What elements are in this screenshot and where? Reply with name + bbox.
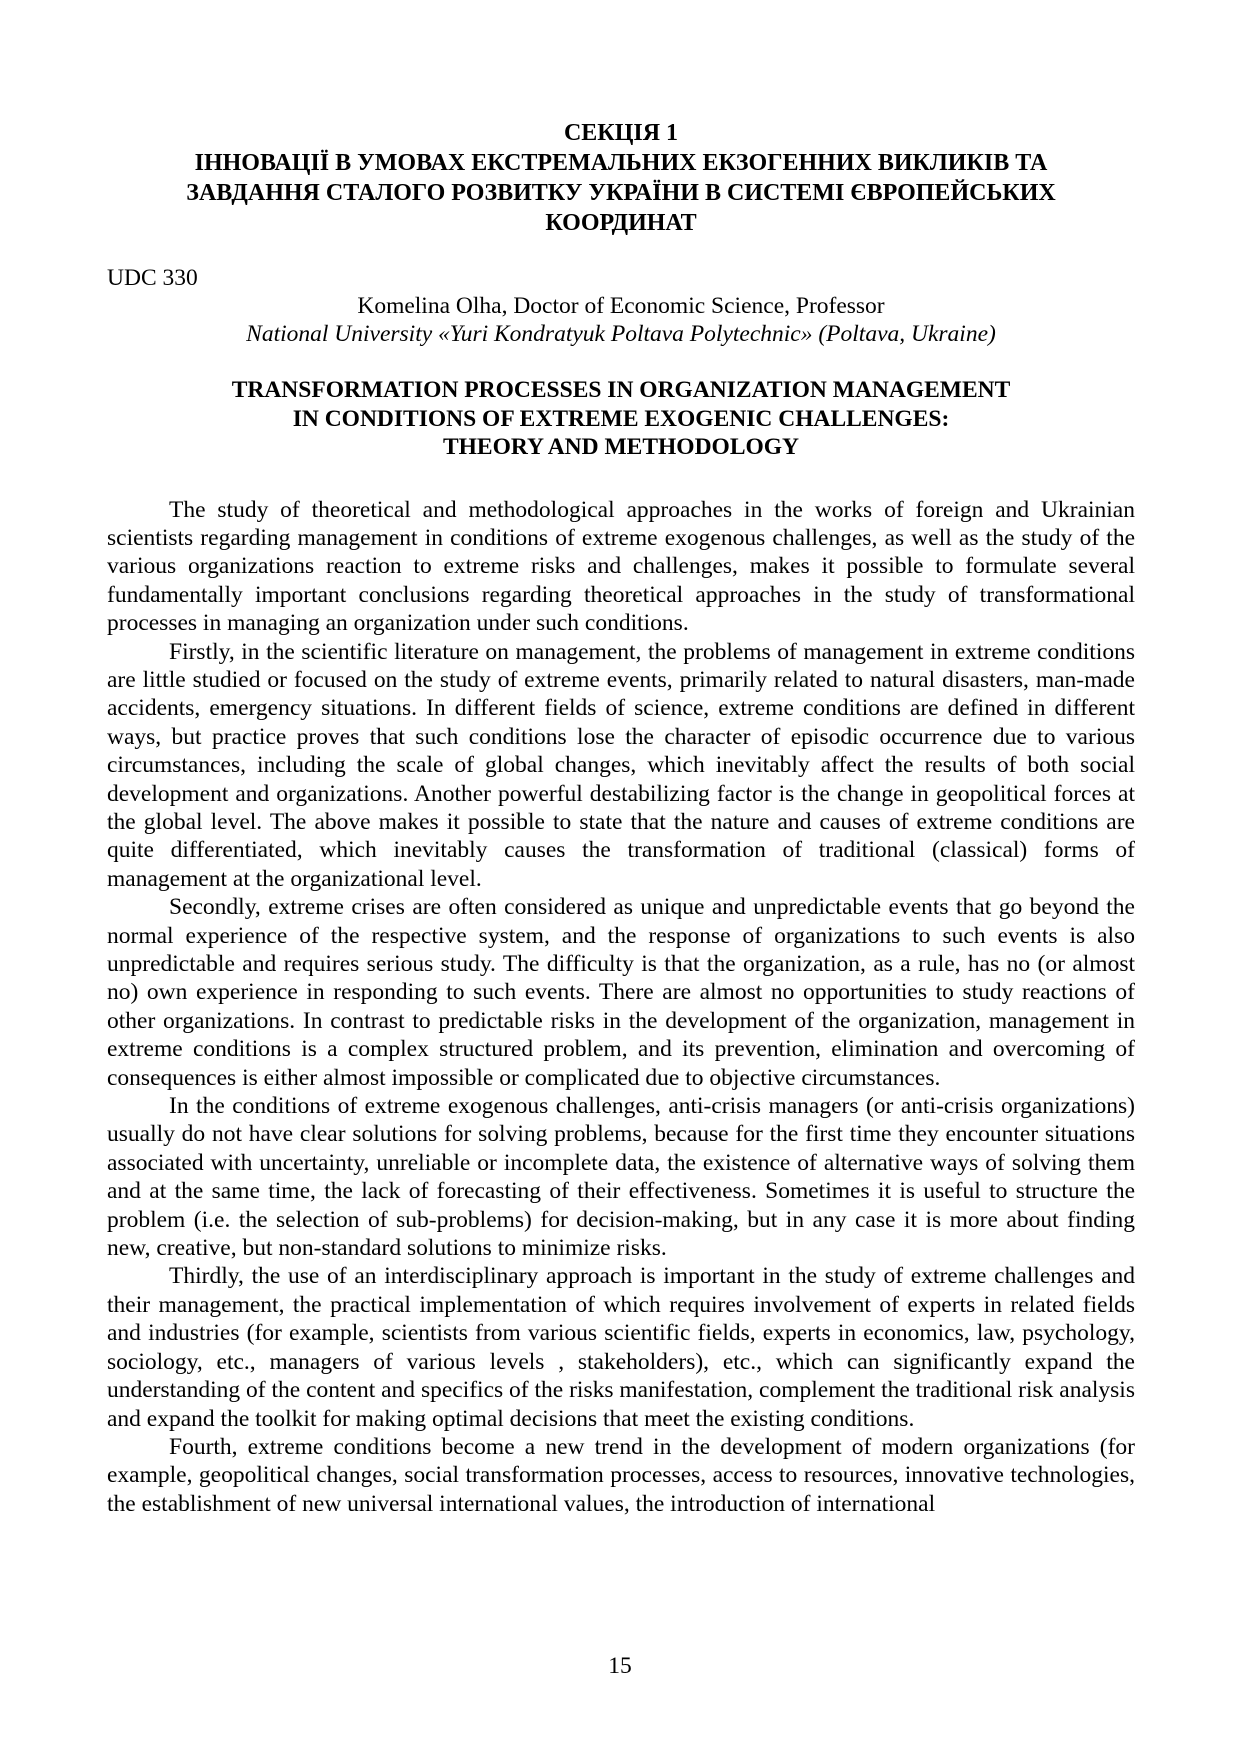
author-name: Komelina Olha, Doctor of Economic Science, Professor [357,293,885,319]
article-body [107,496,1135,1519]
paper-title-line: THEORY AND METHODOLOGY [442,434,800,460]
paper-title-line: IN CONDITIONS OF EXTREME EXOGENIC CHALLENGES: [292,405,950,432]
paper-title-line: TRANSFORMATION PROCESSES IN ORGANIZATION MANAGEMENT [231,377,1011,403]
section-heading [107,0,1135,238]
page-number: 15 [608,1653,632,1679]
author-affiliation: National University «Yuri Kondratyuk Poltava Polytechnic» (Poltava, Ukraine) [246,321,996,347]
paragraph-conditions: In the conditions of extreme exogenous challenges, anti-crisis managers (or anti-crisis organizations) usually do not have clear solutions for solving problems, because for the first time they encounter situations associated with uncertainty, unreliable or incomplete data, the existence of alternative ways of solving them and at the same time, the lack of forecasting of their effectiveness. Sometimes it is useful to structure the problem (i.e. the selection of sub-problems) for decision-making, but in any case it is more about finding new, creative, but non-standard solutions to minimize risks. [107,1093,1135,1262]
udc-code: UDC 330 [107,265,198,291]
paragraph-abstract: The study of theoretical and methodological approaches in the works of foreign and Ukrainian scientists regarding management in conditions of extreme exogenous challenges, as well as the study of the various organizations reaction to extreme risks and challenges, makes it possible to formulate several fundamentally important conclusions regarding theoretical approaches in the study of transformational processes in managing an organization under such conditions. [107,496,1135,637]
paragraph-fourth: Fourth, extreme conditions become a new trend in the development of modern organizations (for example, geopolitical changes, social transformation processes, access to resources, innovative technologies, the establishment of new universal international values, the introduction of international [107,1433,1135,1517]
section-heading-line: КООРДИНАТ [545,210,697,236]
paper-title [107,376,1135,462]
paragraph-secondly: Secondly, extreme crises are often considered as unique and unpredictable events that go beyond the normal experience of the respective system, and the response of organizations to such events is also unpredictable and requires serious study. The difficulty is that the organization, as a rule, has no (or almost no) own experience in responding to such events. There are almost no opportunities to study reactions of other organizations. In contrast to predictable risks in the development of the organization, management in extreme conditions is a complex structured problem, and its prevention, elimination and overcoming of consequences is either almost impossible or complicated due to objective circumstances. [107,894,1135,1091]
section-heading-line: ЗАВДАННЯ СТАЛОГО РОЗВИТКУ УКРАЇНИ В СИСТЕМІ ЄВРОПЕЙСЬКИХ [186,180,1056,206]
paragraph-thirdly: Thirdly, the use of an interdisciplinary approach is important in the study of extreme challenges and their management, the practical implementation of which requires involvement of experts in related fields and industries (for example, scientists from various scientific fields, experts in economics, law, psychology, sociology, etc., managers of various levels , stakeholders), etc., which can significantly expand the understanding of the content and specifics of the risks manifestation, complement the traditional risk analysis and expand the toolkit for making optimal decisions that meet the existing conditions. [107,1263,1135,1432]
paragraph-firstly: Firstly, in the scientific literature on management, the problems of management in extreme conditions are little studied or focused on the study of extreme events, primarily related to natural disasters, man-made accidents, emergency situations. In different fields of science, extreme conditions are defined in different ways, but practice proves that such conditions lose the character of episodic occurrence due to various circumstances, including the scale of global changes, which inevitably affect the results of both social development and organizations. Another powerful destabilizing factor is the change in geopolitical forces at the global level. The above makes it possible to state that the nature and causes of extreme conditions are quite differentiated, which inevitably causes the transformation of traditional (classical) forms of management at the organizational level. [107,638,1135,892]
section-heading-line: ІННОВАЦІЇ В УМОВАХ ЕКСТРЕМАЛЬНИХ ЕКЗОГЕННИХ ВИКЛИКІВ ТА [194,150,1048,176]
section-heading-line: СЕКЦІЯ 1 [563,120,679,146]
